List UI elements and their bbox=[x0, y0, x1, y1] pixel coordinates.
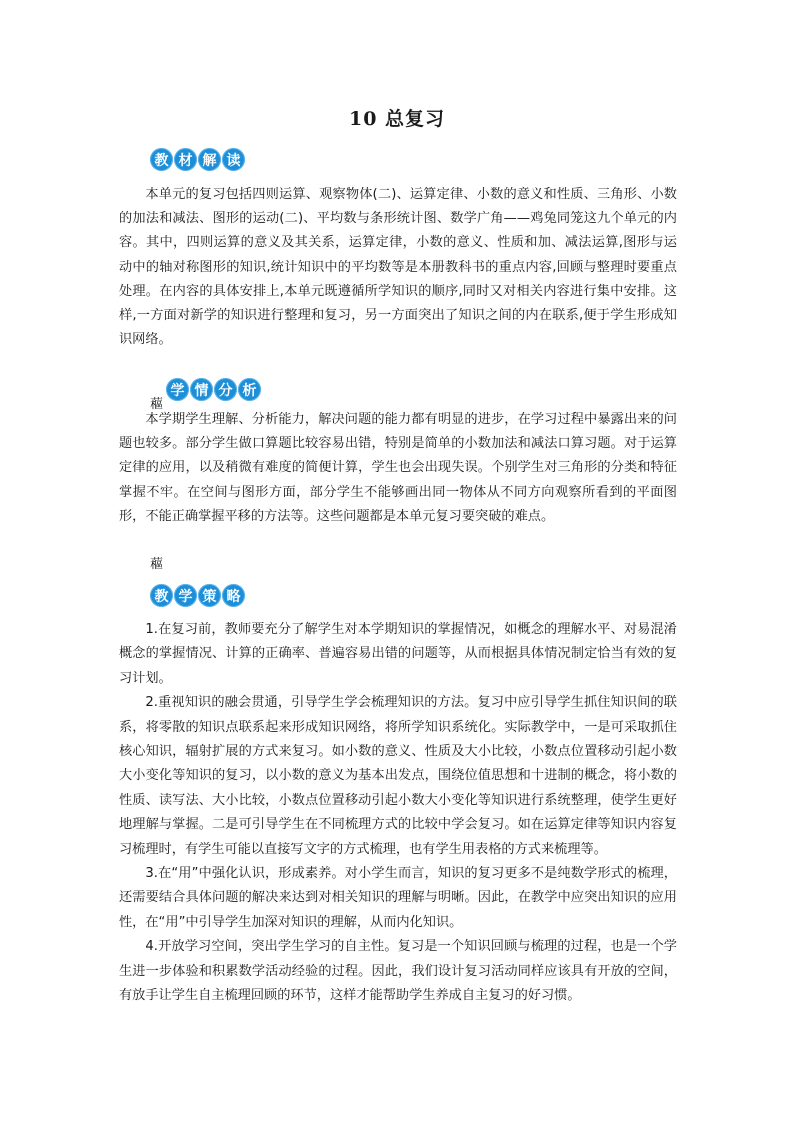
paragraph: 4.开放学习空间，突出学生学习的自主性。复习是一个知识回顾与梳理的过程，也是一个学生进一步体验和积累数学活动经验的过程。因此，我们设计复习活动同样应该具有开放的空间，有放手让学生自主梳理回顾的环节，这样才能帮助学生养成自主复习的好习惯。 bbox=[119, 939, 677, 1004]
intro-text bbox=[119, 183, 677, 352]
badge-char: 策 bbox=[198, 584, 221, 607]
badge-char: 教 bbox=[150, 148, 173, 171]
paragraph: 2.重视知识的融会贯通，引导学生学会梳理知识的方法。复习中应引导学生抓住知识间的联系，将零散的知识点联系起来形成知识网络，将所学知识系统化。实际教学中，一是可采取抓住核心知识，辐射扩展的方式来复习。如小数的意义、性质及大小比较，小数点位置移动引起小数大小变化等知识的复习，以小数的意义为基本出发点，围绕位值思想和十进制的概念，将小数的性质、读写法、大小比较，小数点位置移动引起小数大小变化等知识进行系统整理，使学生更好地理解与掌握。二是可引导学生在不同梳理方式的比较中学会复习。如在运算定律等知识内容复习梳理时，有学生可能以直接写文字的方式梳理，也有学生用表格的方式来梳理等。 bbox=[119, 695, 677, 857]
badge-char: 略 bbox=[222, 584, 245, 607]
badge-char: 分 bbox=[214, 378, 237, 401]
badge-char: 解 bbox=[198, 148, 221, 171]
stray-glyph: 藲 bbox=[150, 557, 164, 572]
stray-glyph: 藲 bbox=[150, 397, 164, 412]
section-badge-analysis bbox=[166, 378, 261, 401]
badge-char: 教 bbox=[150, 584, 173, 607]
strategy-text bbox=[119, 618, 677, 1009]
analysis-text bbox=[119, 408, 677, 529]
paragraph: 本单元的复习包括四则运算、观察物体(二)、运算定律、小数的意义和性质、三角形、小数的加法和减法、图形的运动(二)、平均数与条形统计图、数学广角——鸡兔同笼这九个单元的内容。其中，四则运算的意义及其关系，运算定律，小数的意义、性质和加、减法运算,图形与运动中的轴对称图形的知识,统计知识中的平均数等是本册教科书的重点内容,回顾与整理时要重点处理。在内容的具体安排上,本单元既遵循所学知识的顺序,同时又对相关内容进行集中安排。这样,一方面对新学的知识进行整理和复习，另一方面突出了知识之间的内在联系,便于学生形成知识网络。 bbox=[119, 187, 677, 348]
paragraph: 3.在“用”中强化认识，形成素养。对小学生而言，知识的复习更多不是纯数学形式的梳理，还需要结合具体问题的解决来达到对相关知识的理解与明晰。因此，在教学中应突出知识的应用性，在“用”中引导学生加深对知识的理解，从而内化知识。 bbox=[119, 866, 677, 930]
badge-char: 学 bbox=[174, 584, 197, 607]
paragraph: 1.在复习前，教师要充分了解学生对本学期知识的掌握情况，如概念的理解水平、对易混淆概念的掌握情况、计算的正确率、普遍容易出错的问题等，从而根据具体情况制定恰当有效的复习计划。 bbox=[119, 622, 677, 686]
section-badge-intro bbox=[150, 148, 245, 171]
badge-char: 学 bbox=[166, 378, 189, 401]
page-title: 10 总复习 bbox=[348, 108, 446, 130]
badge-char: 读 bbox=[222, 148, 245, 171]
badge-char: 情 bbox=[190, 378, 213, 401]
section-badge-strategy bbox=[150, 584, 245, 607]
badge-char: 材 bbox=[174, 148, 197, 171]
paragraph: 本学期学生理解、分析能力，解决问题的能力都有明显的进步，在学习过程中暴露出来的问题也较多。部分学生做口算题比较容易出错，特别是简单的小数加法和减法口算习题。对于运算定律的应用，以及稍微有难度的简便计算，学生也会出现失误。个别学生对三角形的分类和特征掌握不牢。在空间与图形方面，部分学生不能够画出同一物体从不同方向观察所看到的平面图形，不能正确掌握平移的方法等。这些问题都是本单元复习要突破的难点。 bbox=[119, 412, 677, 524]
badge-char: 析 bbox=[238, 378, 261, 401]
